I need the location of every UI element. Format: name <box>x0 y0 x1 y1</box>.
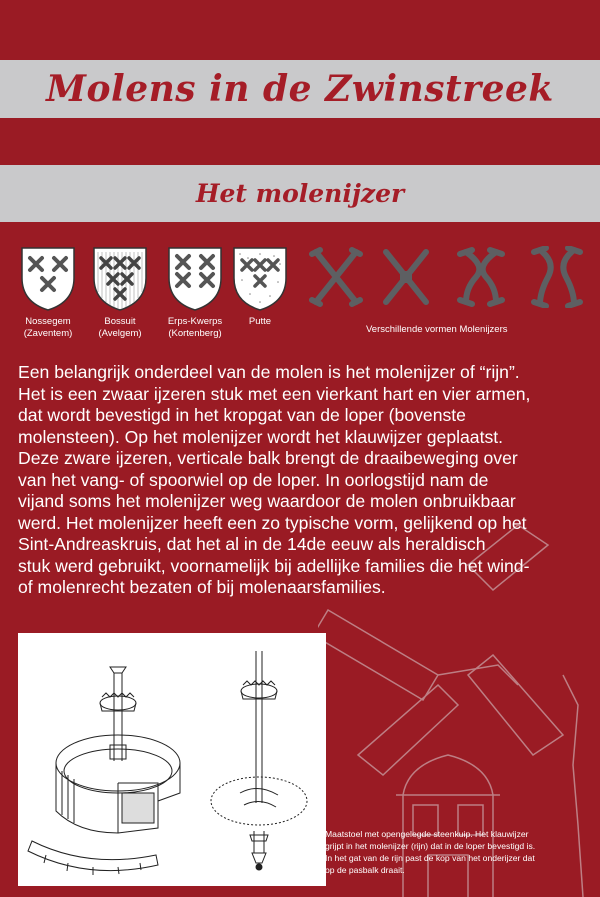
figure-caption-line: In het gat van de rijn past de kop van het onderijzer dat <box>325 853 535 863</box>
body-line: of molenrecht bezaten of bij molenaarsfamilies. <box>18 577 386 597</box>
shield-putte <box>220 244 300 328</box>
subtitle-band <box>0 165 600 222</box>
figure-caption-line: grijpt in het molenijzer (rijn) dat in de loper bevestigd is. <box>325 841 536 851</box>
shield-bossuit <box>80 244 160 340</box>
shield-nossegem-icon <box>18 244 78 312</box>
figure-caption-line: Maatstoel met opengelegde steenkuip. Het klauwijzer <box>325 829 529 839</box>
technical-drawing-figure <box>18 633 326 886</box>
figure-caption-line: op de pasbalk draait. <box>325 865 405 875</box>
page-subtitle: Het molenijzer <box>195 179 405 208</box>
body-text <box>18 362 588 599</box>
molenijzers-caption: Verschillende vormen Molenijzers <box>366 324 508 335</box>
title-band <box>0 60 600 118</box>
body-line: Een belangrijk onderdeel van de molen is het molenijzer of “rijn”. <box>18 362 520 382</box>
body-line: dat wordt bevestigd in het kropgat van de loper (bovenste <box>18 405 466 425</box>
figure-caption <box>325 828 595 876</box>
shield-caption: Nossegem (Zaventem) <box>23 316 73 339</box>
page-title: Molens in de Zwinstreek <box>46 68 554 110</box>
shield-caption: Erps-Kwerps (Kortenberg) <box>167 316 223 339</box>
body-line: van het vang- of spoorwiel op de loper. In oorlogstijd nam de <box>18 469 489 490</box>
molenijzer-shape-2 <box>386 252 426 302</box>
body-line: vijand soms het molenijzer weg waardoor de molen onbruikbaar <box>18 491 516 511</box>
molenijzer-shape-1 <box>312 250 360 304</box>
body-line: molensteen). Op het molenijzer wordt het klauwijzer geplaatst. <box>18 426 504 447</box>
molenijzer-shapes <box>308 246 598 308</box>
shield-caption: Bossuit (Avelgem) <box>98 316 142 339</box>
shield-caption: Putte <box>248 316 272 327</box>
molenijzer-shape-4 <box>534 248 580 306</box>
body-line: Sint-Andreaskruis, dat het al in de 14de eeuw als heraldisch <box>18 534 486 554</box>
body-line: stuk werd gebruikt, voornamelijk bij adellijke families die het wind- <box>18 555 530 576</box>
body-line: Het is een zwaar ijzeren stuk met een vierkant hart en vier armen, <box>18 383 531 404</box>
shield-bossuit-icon <box>90 244 150 312</box>
body-line: Deze zware ijzeren, verticale balk brengt de draaibeweging over <box>18 448 518 468</box>
molenijzer-shape-3 <box>460 250 502 304</box>
shield-erps-kwerps-icon <box>165 244 225 312</box>
body-line: werd. Het molenijzer heeft een zo typische vorm, gelijkend op het <box>18 512 527 533</box>
shield-putte-icon <box>230 244 290 312</box>
maatstoel-drawing <box>18 633 326 886</box>
shield-nossegem <box>8 244 88 340</box>
